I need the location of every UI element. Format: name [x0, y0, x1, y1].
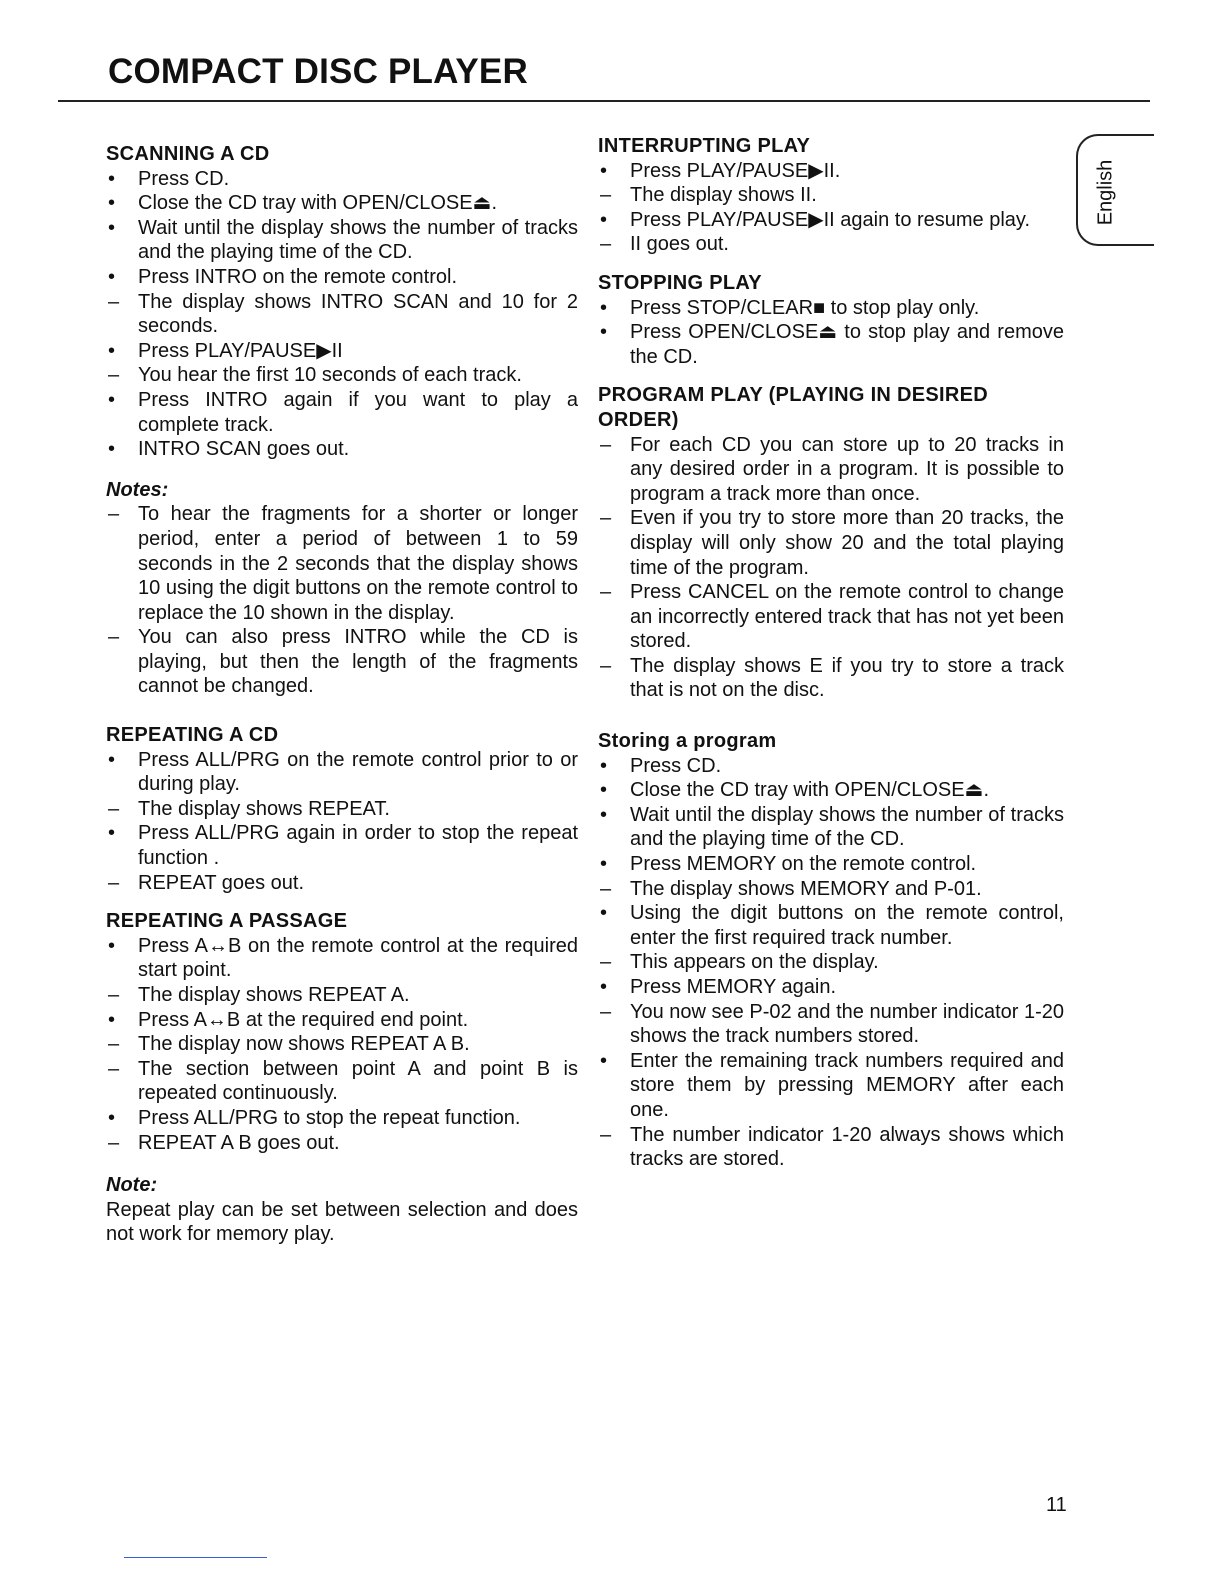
bullet-item	[106, 339, 578, 364]
bullet-marker	[600, 901, 624, 926]
dash-item	[598, 950, 1064, 975]
item-text: The display now shows REPEAT A B.	[138, 1033, 470, 1056]
item-text: Press PLAY/PAUSE▶II	[138, 339, 343, 362]
section-heading: INTERRUPTING PLAY	[598, 135, 811, 157]
left-column	[106, 142, 578, 1247]
item-text: INTRO SCAN goes out.	[138, 438, 350, 461]
bullet-marker	[108, 191, 132, 216]
bullet-item	[106, 191, 578, 216]
item-text: Close the CD tray with OPEN/CLOSE⏏.	[630, 779, 990, 802]
item-text: Using the digit buttons on the remote control, enter the first required track number.	[630, 902, 1064, 949]
dash-item	[106, 871, 578, 896]
item-text: You hear the first 10 seconds of each track.	[138, 364, 522, 387]
section-heading: REPEATING A PASSAGE	[106, 910, 348, 933]
section-heading: REPEATING A CD	[106, 724, 279, 747]
item-text: Press PLAY/PAUSE▶II again to resume play.	[630, 208, 1030, 231]
item-text: You can also press INTRO while the CD is playing, but then the length of the fragments cannot be changed.	[138, 626, 578, 698]
item-text: Press A↔B on the remote control at the required start point.	[138, 934, 578, 982]
language-tab-label-wrap	[1084, 152, 1128, 232]
item-text: Press CANCEL on the remote control to change an incorrectly entered track that has not yet been stored.	[630, 581, 1064, 653]
dash-marker	[600, 506, 624, 531]
item-text: To hear the fragments for a shorter or longer period, enter a period of between 1 to 59 seconds in the 2 seconds that the display shows 10 using the digit buttons on the remote control to replace the 10 shown in the display.	[138, 503, 578, 624]
bullet-item	[598, 754, 1064, 779]
bullet-item	[106, 388, 578, 437]
dash-marker	[108, 1131, 132, 1156]
dash-item	[598, 580, 1064, 654]
section-heading: PROGRAM PLAY (PLAYING IN DESIRED ORDER)	[598, 384, 989, 431]
bullet-marker	[108, 1008, 132, 1033]
item-text: Enter the remaining track numbers required and store them by pressing MEMORY after each one.	[630, 1049, 1064, 1121]
dash-item	[598, 232, 1064, 257]
bullet-item	[106, 821, 578, 870]
item-text: Even if you try to store more than 20 tracks, the display will only show 20 and the total playing time of the program.	[630, 507, 1064, 579]
dash-marker	[600, 950, 624, 975]
dash-marker	[108, 871, 132, 896]
right-column	[598, 134, 1064, 1172]
item-list	[598, 754, 1064, 1172]
section-program-play	[598, 383, 1064, 703]
dash-marker	[600, 877, 624, 902]
bullet-item	[598, 296, 1064, 321]
dash-marker	[600, 580, 624, 605]
bullet-item	[106, 748, 578, 797]
dash-item	[106, 797, 578, 822]
bullet-item	[598, 852, 1064, 877]
dash-marker	[108, 502, 132, 527]
bullet-item	[598, 1049, 1064, 1123]
bullet-marker	[600, 320, 624, 345]
item-text: REPEAT goes out.	[138, 871, 305, 894]
item-text: Press ALL/PRG on the remote control prior to or during play.	[138, 748, 578, 796]
bullet-marker	[108, 216, 132, 241]
bullet-marker	[600, 754, 624, 779]
item-text: Press MEMORY on the remote control.	[630, 853, 977, 876]
bullet-item	[106, 934, 578, 983]
item-text: Close the CD tray with OPEN/CLOSE⏏.	[138, 192, 498, 215]
item-text: Press INTRO again if you want to play a complete track.	[138, 388, 578, 436]
item-text: Press A↔B at the required end point.	[138, 1008, 469, 1031]
dash-item	[106, 1032, 578, 1057]
bullet-marker	[108, 437, 132, 462]
note-heading: Note:	[106, 1174, 158, 1197]
bullet-marker	[108, 167, 132, 192]
item-text: Press CD.	[138, 167, 230, 190]
item-list	[598, 159, 1064, 257]
bullet-item	[598, 901, 1064, 950]
item-text: The display shows REPEAT.	[138, 797, 390, 820]
item-text: Press MEMORY again.	[630, 976, 837, 998]
bullet-marker	[108, 748, 132, 773]
bullet-item	[598, 778, 1064, 803]
language-tab-label: English	[1094, 159, 1117, 225]
bullet-marker	[600, 1049, 624, 1074]
bullet-marker	[600, 803, 624, 828]
section-heading: Storing a program	[598, 730, 777, 753]
dash-item	[106, 1131, 578, 1156]
bullet-item	[598, 975, 1064, 1000]
dash-item	[598, 433, 1064, 507]
bullet-marker	[600, 778, 624, 803]
bullet-marker	[108, 339, 132, 364]
dash-marker	[108, 797, 132, 822]
item-text: This appears on the display.	[630, 951, 879, 974]
section-interrupting-play	[598, 134, 1064, 257]
dash-item	[598, 506, 1064, 580]
item-text: The number indicator 1-20 always shows which tracks are stored.	[630, 1123, 1064, 1171]
item-list	[106, 167, 578, 462]
bullet-marker	[108, 265, 132, 290]
section-scanning	[106, 142, 578, 699]
item-text: The display shows E if you try to store a track that is not on the disc.	[630, 654, 1064, 702]
item-text: Press ALL/PRG again in order to stop the repeat function .	[138, 822, 578, 870]
dash-item	[598, 183, 1064, 208]
dash-marker	[108, 1057, 132, 1082]
dash-item	[598, 1123, 1064, 1172]
dash-item	[106, 363, 578, 388]
bullet-marker	[600, 208, 624, 233]
bullet-marker	[108, 821, 132, 846]
item-text: II goes out.	[630, 233, 729, 256]
dash-marker	[108, 363, 132, 388]
dash-marker	[108, 983, 132, 1008]
item-text: For each CD you can store up to 20 tracks in any desired order in a program. It is possible to program a track more than once.	[630, 433, 1064, 505]
notes-list	[106, 502, 578, 699]
bullet-item	[106, 1106, 578, 1131]
item-list	[598, 433, 1064, 704]
item-text: The display shows REPEAT A.	[138, 984, 410, 1006]
dash-marker	[600, 183, 624, 208]
dash-marker	[108, 1032, 132, 1057]
bullet-item	[106, 437, 578, 462]
section-heading: STOPPING PLAY	[598, 271, 762, 294]
dash-item	[106, 502, 578, 625]
dash-marker	[600, 433, 624, 458]
dash-item	[106, 625, 578, 699]
section-repeating-cd	[106, 723, 578, 895]
page-title: COMPACT DISC PLAYER	[108, 52, 528, 91]
item-list	[598, 296, 1064, 370]
item-text: You now see P-02 and the number indicator 1-20 shows the track numbers stored.	[630, 1000, 1064, 1048]
footer-line	[124, 1557, 267, 1558]
bullet-marker	[108, 1106, 132, 1131]
bullet-marker	[600, 975, 624, 1000]
title-rule	[58, 100, 1150, 102]
bullet-item	[598, 208, 1064, 233]
bullet-marker	[600, 852, 624, 877]
bullet-marker	[600, 159, 624, 184]
note-text: Repeat play can be set between selection and does not work for memory play.	[106, 1198, 578, 1246]
section-repeating-passage	[106, 909, 578, 1247]
item-text: The display shows MEMORY and P-01.	[630, 877, 982, 900]
bullet-item	[598, 803, 1064, 852]
section-heading: SCANNING A CD	[106, 143, 270, 165]
item-text: Wait until the display shows the number of tracks and the playing time of the CD.	[138, 216, 578, 264]
dash-marker	[600, 1123, 624, 1148]
section-stopping-play	[598, 271, 1064, 369]
item-text: Press STOP/CLEAR■ to stop play only.	[630, 296, 980, 319]
dash-item	[106, 983, 578, 1008]
bullet-marker	[600, 296, 624, 321]
dash-marker	[600, 232, 624, 257]
dash-item	[598, 877, 1064, 902]
bullet-item	[598, 159, 1064, 184]
item-text: The section between point A and point B is repeated continuously.	[138, 1057, 578, 1105]
bullet-item	[598, 320, 1064, 369]
dash-marker	[600, 654, 624, 679]
dash-item	[106, 1057, 578, 1106]
item-text: Press PLAY/PAUSE▶II.	[630, 159, 841, 182]
item-list	[106, 934, 578, 1155]
bullet-item	[106, 1008, 578, 1033]
item-text: Press INTRO on the remote control.	[138, 265, 458, 288]
item-text: The display shows INTRO SCAN and 10 for 2 seconds.	[138, 290, 578, 338]
section-storing-program	[598, 729, 1064, 1172]
bullet-marker	[108, 388, 132, 413]
item-text: Press ALL/PRG to stop the repeat function.	[138, 1106, 521, 1129]
dash-marker	[600, 1000, 624, 1025]
item-text: Press OPEN/CLOSE⏏ to stop play and remove the CD.	[630, 321, 1064, 368]
item-text: Wait until the display shows the number of tracks and the playing time of the CD.	[630, 803, 1064, 851]
dash-marker	[108, 625, 132, 650]
item-text: The display shows II.	[630, 184, 817, 207]
page-number: 11	[1046, 1494, 1067, 1516]
dash-marker	[108, 290, 132, 315]
bullet-item	[106, 167, 578, 192]
bullet-item	[106, 216, 578, 265]
dash-item	[598, 654, 1064, 703]
dash-item	[106, 290, 578, 339]
bullet-marker	[108, 934, 132, 959]
item-list	[106, 748, 578, 896]
dash-item	[598, 1000, 1064, 1049]
item-text: REPEAT A B goes out.	[138, 1131, 340, 1154]
item-text: Press CD.	[630, 754, 722, 777]
bullet-item	[106, 265, 578, 290]
notes-heading: Notes:	[106, 478, 169, 501]
